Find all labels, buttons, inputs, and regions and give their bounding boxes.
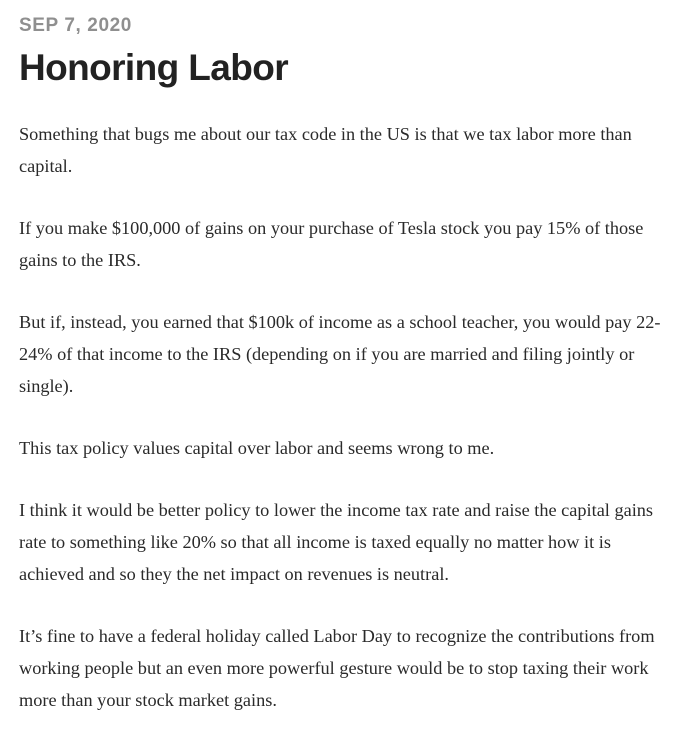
- post-date: SEP 7, 2020: [19, 15, 132, 36]
- post-paragraph: But if, instead, you earned that $100k of income as a school teacher, you would pay 22-24% of that income to the IRS (depending on if you are married and filing jointly or single).: [19, 312, 661, 396]
- post-title: Honoring Labor: [19, 47, 289, 88]
- post-paragraph: I think it would be better policy to lower the income tax rate and raise the capital gains rate to something like 20% so that all income is taxed equally no matter how it is achieved and so they the net impact on revenues is neutral.: [19, 500, 654, 584]
- blog-post: [19, 14, 674, 746]
- post-paragraph: This tax policy values capital over labor and seems wrong to me.: [19, 438, 495, 458]
- post-paragraph: If you make $100,000 of gains on your purchase of Tesla stock you pay 15% of those gains to the IRS.: [19, 218, 644, 270]
- post-paragraph: It’s fine to have a federal holiday called Labor Day to recognize the contributions from working people but an even more powerful gesture would be to stop taxing their work more than your stock market gains.: [19, 626, 655, 710]
- post-body: [19, 118, 674, 716]
- post-paragraph: Something that bugs me about our tax code in the US is that we tax labor more than capital.: [19, 124, 632, 176]
